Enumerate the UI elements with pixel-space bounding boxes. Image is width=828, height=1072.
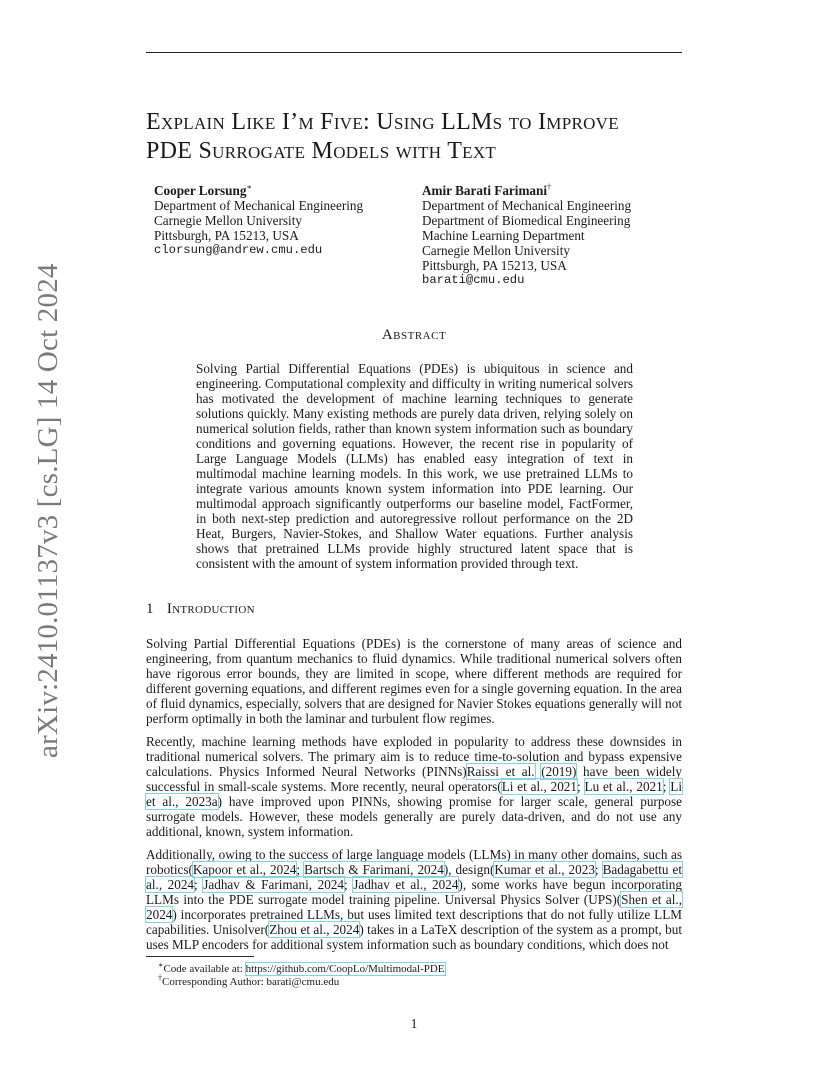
footnote-text: Code available at:	[163, 963, 246, 975]
affiliation-line: Pittsburgh, PA 15213, USA	[422, 258, 567, 273]
text-run: ;	[662, 779, 671, 794]
footnote-mark: †	[158, 973, 162, 983]
citation-link[interactable]: Li et al., 2023a	[146, 779, 683, 809]
citation-link[interactable]: Badagabettu et al., 2024	[146, 862, 682, 892]
author-email[interactable]: barati@cmu.edu	[422, 273, 525, 287]
title-line-1: Explain Like I’m Five: Using LLMs to Improve	[146, 109, 619, 135]
title-line-2: PDE Surrogate Models with Text	[146, 138, 497, 164]
author-mark: †	[547, 182, 552, 192]
author-block-1	[154, 183, 363, 258]
page-number: 1	[410, 1016, 418, 1031]
text-run: ) incorporates pretrained LLMs, but uses limited text descriptions that do not fully utilize LLM capabilities. Unisolver(	[146, 907, 682, 937]
citation-link[interactable]: Bartsch & Farimani, 2024	[304, 862, 444, 877]
footnote-rule	[146, 956, 254, 957]
citation-link[interactable]: Li et al., 2021	[501, 779, 577, 794]
citation-link[interactable]: Zhou et al., 2024	[269, 922, 360, 937]
affiliation-line: Carnegie Mellon University	[154, 213, 302, 228]
affiliation-line: Department of Biomedical Engineering	[422, 213, 631, 228]
citation-link[interactable]: Kumar et al., 2023	[494, 862, 595, 877]
text-run: ;	[594, 862, 603, 877]
author-block-2	[422, 183, 631, 288]
section-heading	[146, 601, 255, 618]
text-run: ;	[344, 877, 354, 892]
text-run: Recently, machine learning methods have exploded in popularity to address these downsides in traditional numerical solvers. The primary aim is to reduce time-to-solution and bypass expensive calculations. Physics Informed Neural Networks (PINNs)	[146, 734, 682, 779]
text-run: ) have improved upon PINNs, showing promise for larger scale, general purpose surrogate models. However, these models generally are purely data-driven, and do not use any additional, known, system information.	[146, 794, 682, 839]
section-title: Introduction	[166, 601, 255, 617]
code-link[interactable]: https://github.com/CoopLo/Multimodal-PDE	[245, 963, 445, 975]
header-rule	[146, 52, 682, 53]
section-number: 1	[146, 601, 154, 617]
intro-paragraph-2	[146, 734, 682, 839]
affiliation-line: Department of Mechanical Engineering	[154, 198, 364, 213]
paper-title	[146, 108, 706, 166]
footnote-2	[158, 973, 340, 989]
arxiv-stamp	[0, 0, 70, 1072]
author-mark: ∗	[246, 182, 252, 192]
footnote-text: Corresponding Author: barati@cmu.edu	[162, 976, 340, 988]
footnote-1	[158, 960, 445, 976]
text-run: ) takes in a LaTeX description of the system as a prompt, but uses MLP encoders for additional system information such as boundary conditions, which does not	[146, 922, 682, 952]
affiliation-line: Pittsburgh, PA 15213, USA	[154, 228, 299, 243]
abstract-text: Solving Partial Differential Equations (PDEs) is ubiquitous in science and engineering. Computational complexity and difficulty in writing numerical solvers has motivated the development of machine learning techniques to generate solutions quickly. Many existing methods are purely data driven, relying solely on numerical solution fields, rather than known system information such as boundary conditions and governing equations. However, the recent rise in popularity of Large Language Models (LLMs) has enabled easy integration of text in multimodal machine learning models. In this work, we use pretrained LLMs to integrate various amounts known system information into PDE learning. Our multimodal approach significantly outperforms our baseline model, FactFormer, in both next-step prediction and autoregressive rollout performance on the 2D Heat, Burgers, Navier-Stokes, and Shallow Water equations. Further analysis shows that pretrained LLMs provide highly structured latent space that is consistent with the amount of system information provided through text.	[196, 361, 633, 571]
text-run: ), some works have begun incorporating LLMs into the PDE surrogate model training pipeline. Universal Physics Solver (UPS)(	[146, 877, 682, 907]
arxiv-id[interactable]: arXiv:2410.01137v3 [cs.LG] 14 Oct 2024	[32, 263, 64, 758]
affiliation-line: Machine Learning Department	[422, 228, 585, 243]
intro-paragraph-1: Solving Partial Differential Equations (PDEs) is the cornerstone of many areas of science and engineering, from quantum mechanics to fluid dynamics. While traditional numerical solvers often have rigorous error bounds, they are limited in scope, where different methods are required for different governing equations, and different regimes even for a single governing equation. In the area of fluid dynamics, especially, solvers that are designed for Navier Stokes equations generally will not perform optimally in both the laminar and turbulent flow regimes.	[146, 636, 682, 726]
text-run: have been widely successful in small-scale systems. More recently, neural operators(	[146, 764, 682, 794]
author-name: Amir Barati Farimani	[422, 183, 548, 198]
text-run: ;	[577, 779, 585, 794]
citation-link[interactable]: Jadhav & Farimani, 2024	[203, 877, 344, 892]
footnote-mark: ∗	[158, 960, 164, 970]
abstract-heading: Abstract	[381, 327, 447, 343]
text-run: Additionally, owing to the success of large language models (LLMs) in many other domains, such as robotics(	[146, 847, 682, 877]
intro-paragraph-3	[146, 847, 682, 952]
author-email[interactable]: clorsung@andrew.cmu.edu	[154, 243, 323, 257]
text-run: ;	[194, 877, 204, 892]
citation-link[interactable]: (2019)	[541, 764, 577, 779]
affiliation-line: Department of Mechanical Engineering	[422, 198, 632, 213]
affiliation-line: Carnegie Mellon University	[422, 243, 570, 258]
text-run: ;	[296, 862, 305, 877]
text-run: ), design(	[443, 862, 495, 877]
citation-link[interactable]: Jadhav et al., 2024	[353, 877, 459, 892]
citation-link[interactable]: Raissi et al.	[466, 764, 535, 779]
author-name: Cooper Lorsung	[154, 183, 247, 198]
citation-link[interactable]: Lu et al., 2021	[584, 779, 663, 794]
citation-link[interactable]: Kapoor et al., 2024	[192, 862, 297, 877]
citation-link[interactable]: Shen et al., 2024	[146, 892, 682, 922]
